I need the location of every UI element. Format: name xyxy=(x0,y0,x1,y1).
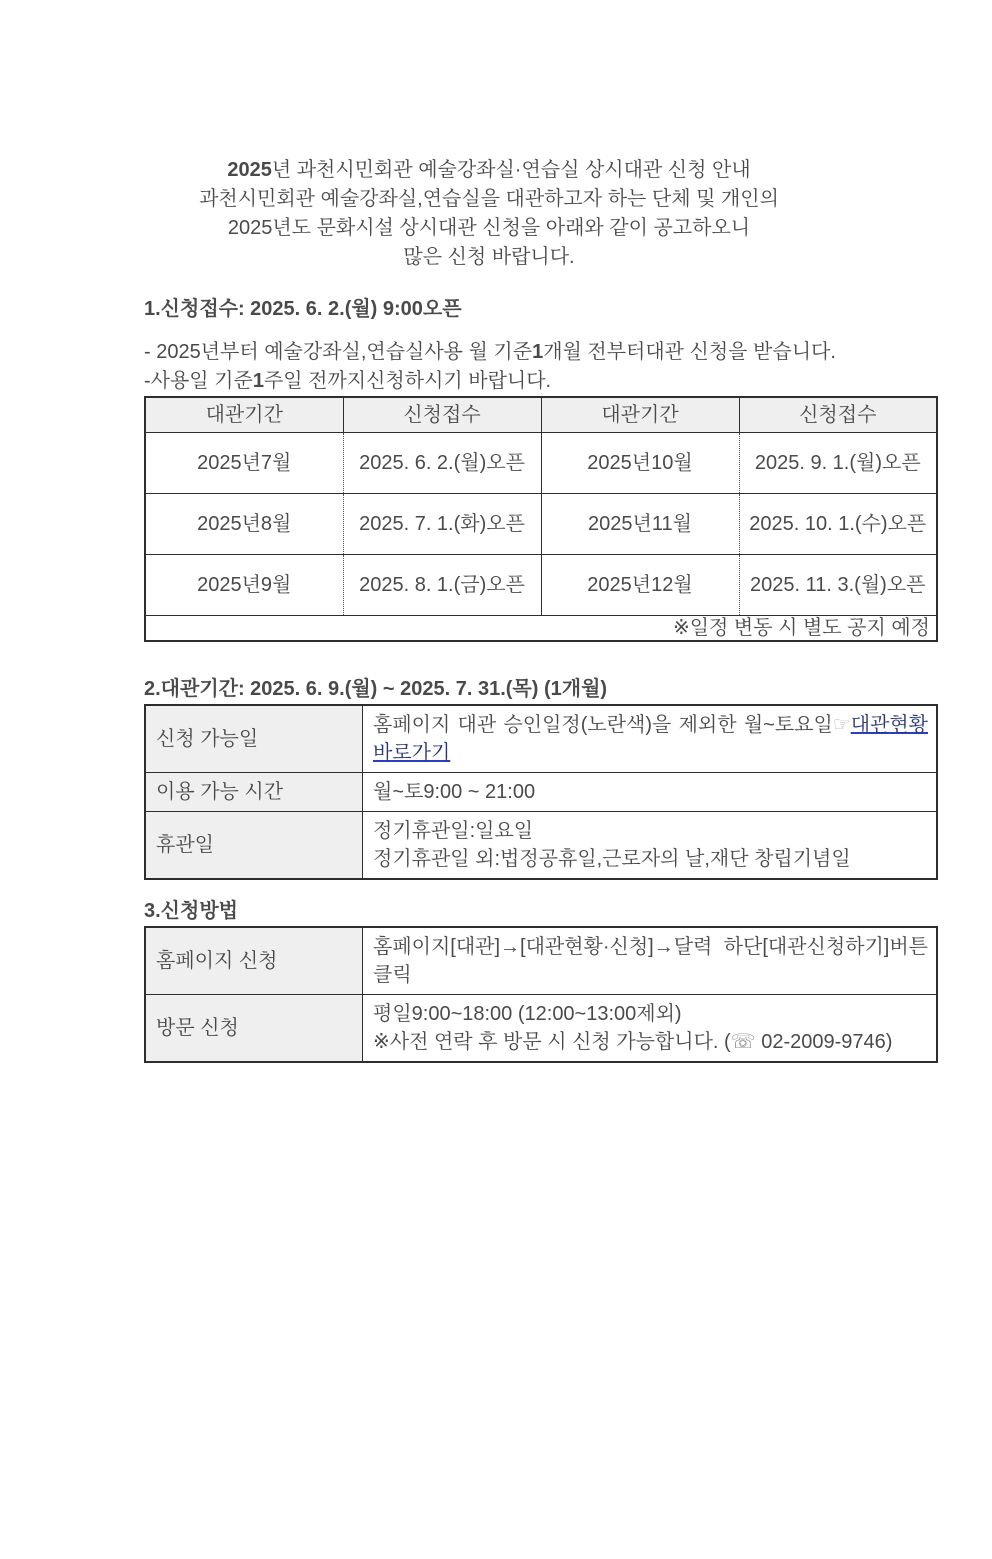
text-run: 개월 전부터대관 신청을 받습니다. xyxy=(543,341,836,363)
rental-month-cell: 2025년11월 xyxy=(541,494,739,555)
rental-month-cell: 2025년9월 xyxy=(145,555,343,616)
row-value-cell xyxy=(363,995,938,1063)
schedule-header-cell: 대관기간 xyxy=(145,397,343,433)
row-value-cell xyxy=(363,773,938,812)
text-run: 월~토9:00 ~ 21:00 xyxy=(373,781,536,803)
body-paragraph xyxy=(144,367,938,396)
text-run: 정기휴관일 외:법정공휴일,근로자의 날,재단 창립기념일 xyxy=(373,848,851,870)
row-label-cell: 홈페이지 신청 xyxy=(145,927,363,995)
text-run: -사용일 기준 xyxy=(144,370,253,392)
info-row xyxy=(145,995,937,1063)
text-run: 2025년도 문화시설 상시대관 신청을 아래와 같이 공고하오니 xyxy=(227,217,751,239)
application-open-cell: 2025. 11. 3.(월)오픈 xyxy=(739,555,937,616)
section1-paragraphs xyxy=(144,338,938,396)
application-open-cell: 2025. 6. 2.(월)오픈 xyxy=(343,433,541,494)
text-run: 과천시민회관 예술강좌실,연습실을 대관하고자 하는 단체 및 개인의 xyxy=(199,188,779,210)
body-paragraph xyxy=(144,338,938,367)
schedule-note-cell: ※일정 변동 시 별도 공지 예정 xyxy=(145,616,937,642)
schedule-header-row xyxy=(145,397,937,433)
section3-heading: 3.신청방법 xyxy=(144,900,238,922)
info-row xyxy=(145,927,937,995)
notice-title-line xyxy=(144,214,834,243)
application-open-cell: 2025. 7. 1.(화)오픈 xyxy=(343,494,541,555)
schedule-row xyxy=(145,433,937,494)
row-value-cell xyxy=(363,812,938,880)
value-paragraph xyxy=(373,817,928,845)
schedule-note-row xyxy=(145,616,937,642)
rental-info-table xyxy=(144,704,938,880)
notice-title-line xyxy=(144,185,834,214)
notice-title xyxy=(144,156,834,272)
document-page xyxy=(0,156,992,1063)
section1-heading: 1.신청접수: 2025. 6. 2.(월) 9:00오픈 xyxy=(144,298,462,320)
schedule-header-cell: 신청접수 xyxy=(343,397,541,433)
phone-icon: ☏ xyxy=(730,1031,756,1053)
value-paragraph xyxy=(373,1000,928,1028)
schedule-header-cell: 신청접수 xyxy=(739,397,937,433)
value-paragraph xyxy=(373,845,928,873)
info-row xyxy=(145,705,937,773)
text-run: 2025 xyxy=(227,159,272,181)
schedule-row xyxy=(145,494,937,555)
text-run: 평일9:00~18:00 (12:00~13:00제외) xyxy=(373,1003,682,1025)
application-method-table-body xyxy=(145,927,937,1062)
value-paragraph xyxy=(373,933,928,989)
text-run: 1 xyxy=(532,341,544,363)
row-label-cell: 휴관일 xyxy=(145,812,363,880)
application-open-cell: 2025. 8. 1.(금)오픈 xyxy=(343,555,541,616)
application-method-table xyxy=(144,926,938,1063)
rental-status-link[interactable]: 대관현황 바로가기 xyxy=(373,714,928,764)
schedule-header-cell: 대관기간 xyxy=(541,397,739,433)
section2-heading: 2.대관기간: 2025. 6. 9.(월) ~ 2025. 7. 31.(목) (1개월) xyxy=(144,678,608,700)
rental-month-cell: 2025년7월 xyxy=(145,433,343,494)
value-paragraph xyxy=(373,711,928,767)
rental-month-cell: 2025년8월 xyxy=(145,494,343,555)
rental-month-cell: 2025년10월 xyxy=(541,433,739,494)
row-value-cell xyxy=(363,927,938,995)
application-open-cell: 2025. 10. 1.(수)오픈 xyxy=(739,494,937,555)
text-run: 홈페이지[대관]→[대관현황·신청]→달력 하단[대관신청하기]버튼 클릭 xyxy=(373,936,928,986)
application-open-cell: 2025. 9. 1.(월)오픈 xyxy=(739,433,937,494)
row-label-cell: 신청 가능일 xyxy=(145,705,363,773)
value-paragraph xyxy=(373,778,928,806)
pointing-hand-icon: ☞ xyxy=(832,714,851,736)
schedule-row xyxy=(145,555,937,616)
text-run: - 2025년부터 예술강좌실,연습실사용 월 기준 xyxy=(144,341,533,363)
notice-title-line xyxy=(144,156,834,185)
schedule-table xyxy=(144,396,938,642)
text-run: 1 xyxy=(252,370,264,392)
text-run: 홈페이지 대관 승인일정(노란색)을 제외한 월~토요일 xyxy=(373,714,833,736)
text-run: 02-2009-9746) xyxy=(755,1031,893,1053)
text-run: 정기휴관일:일요일 xyxy=(373,820,534,842)
schedule-table-body xyxy=(145,433,937,642)
rental-month-cell: 2025년12월 xyxy=(541,555,739,616)
info-row xyxy=(145,773,937,812)
text-run: ※사전 연락 후 방문 시 신청 가능합니다. ( xyxy=(373,1031,731,1053)
schedule-table-head xyxy=(145,397,937,433)
row-value-cell xyxy=(363,705,938,773)
rental-info-table-body xyxy=(145,705,937,879)
row-label-cell: 방문 신청 xyxy=(145,995,363,1063)
value-paragraph xyxy=(373,1028,928,1056)
notice-title-line xyxy=(144,243,834,272)
row-label-cell: 이용 가능 시간 xyxy=(145,773,363,812)
text-run: 주일 전까지신청하시기 바랍니다. xyxy=(263,370,552,392)
text-run: 많은 신청 바랍니다. xyxy=(403,246,575,268)
text-run: 년 과천시민회관 예술강좌실·연습실 상시대관 신청 안내 xyxy=(271,159,751,181)
info-row xyxy=(145,812,937,880)
